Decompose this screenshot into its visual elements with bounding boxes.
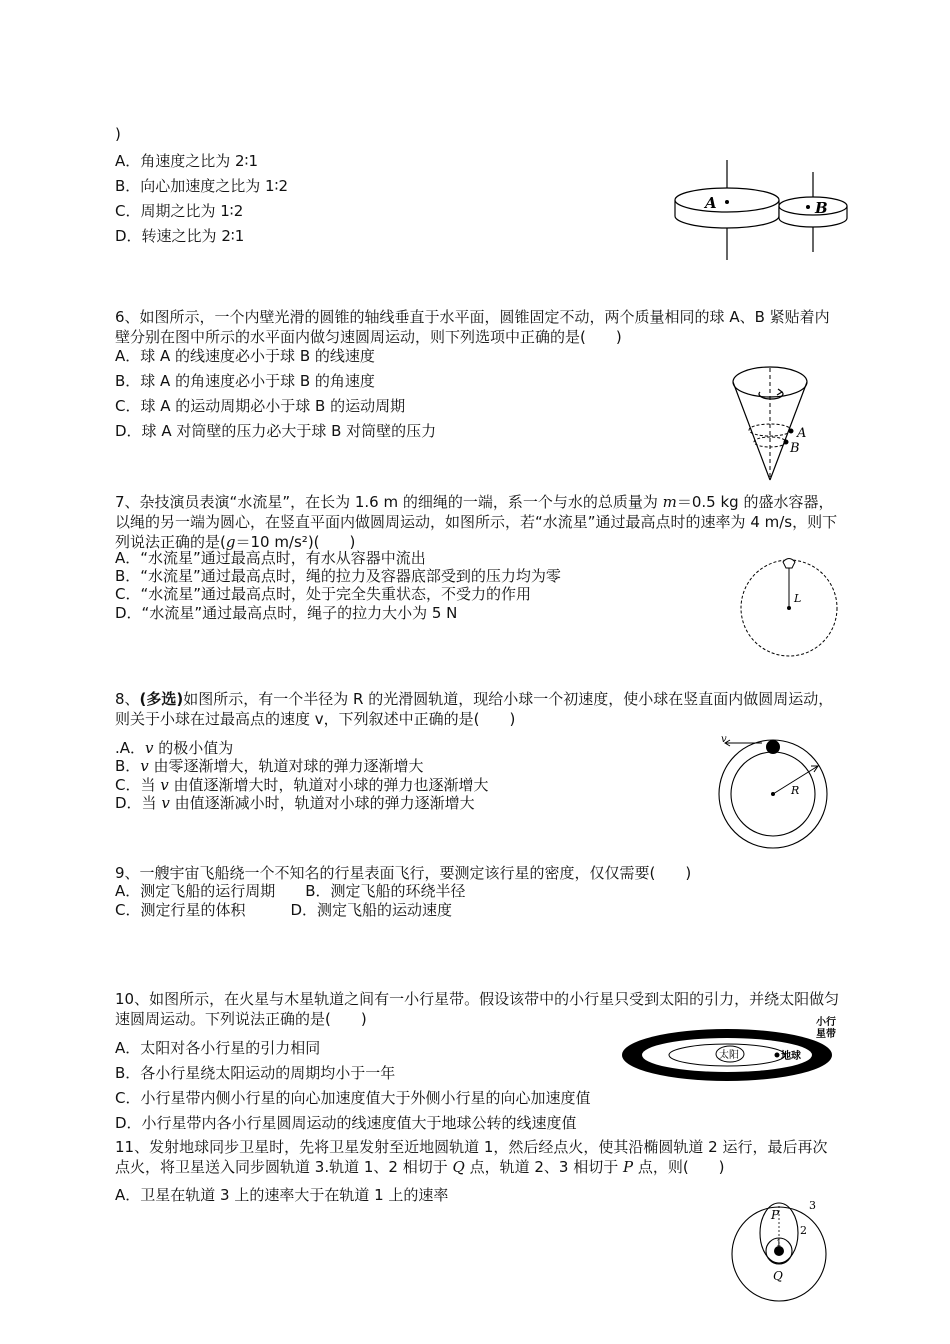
q10-option-c: C．小行星带内侧小行星的向心加速度值大于外侧小行星的向心加速度值 [115, 1089, 591, 1107]
fig-label-earth: 地球 [781, 1051, 801, 1062]
q9-options-row-2: C．测定行星的体积 D．测定飞船的运动速度 [115, 901, 453, 919]
fig-label-b: B [790, 441, 800, 456]
q6-option-c: C．球 A 的运动周期必小于球 B 的运动周期 [115, 397, 406, 415]
q7-option-d: D．“水流星”通过最高点时，绳子的拉力大小为 5 N [115, 604, 458, 622]
water-star-figure [737, 556, 841, 662]
q6-option-d: D．球 A 对筒壁的压力必大于球 B 对筒壁的压力 [115, 422, 437, 440]
q8-option-c: C．当 v 由值逐渐增大时，轨道对小球的弹力也逐渐增大 [115, 776, 489, 794]
q7-option-c: C．“水流星”通过最高点时，处于完全失重状态，不受力的作用 [115, 585, 532, 603]
q5-option-a: A．角速度之比为 2∶1 [115, 152, 259, 170]
gear-wheels-figure [672, 160, 850, 260]
q8-option-a: .A．v 的极小值为 [115, 739, 234, 757]
fig-label-sun: 太阳 [719, 1050, 739, 1061]
fig-label-p: P [771, 1208, 780, 1222]
q9-options-row-1: A．测定飞船的运行周期 B．测定飞船的环绕半径 [115, 882, 466, 900]
asteroid-belt-figure [620, 1013, 842, 1085]
q6-option-b: B．球 A 的角速度必小于球 B 的角速度 [115, 372, 375, 390]
q11-option-a: A．卫星在轨道 3 上的速率大于在轨道 1 上的速率 [115, 1186, 449, 1204]
q8-stem: 8、(多选)如图所示，有一个半径为 R 的光滑圆轨道，现给小球一个初速度，使小球在竖直面内做圆周运动，则关于小球在过最高点的速度 v，下列叙述中正确的是( ) [115, 690, 834, 728]
fig-label-belt-2: 星带 [816, 1029, 836, 1040]
fig-label-2: 2 [800, 1224, 807, 1237]
cone-figure [730, 362, 820, 484]
q11-stem: 11、发射地球同步卫星时，先将卫星发射至近地圆轨道 1，然后经点火，使其沿椭圆轨道 2 运行，最后再次点火，将卫星送入同步圆轨道 3.轨道 1、2 相切于 Q 点，轨道 2、3 相切于 P 点，则( ) [115, 1138, 828, 1176]
q5-option-b: B．向心加速度之比为 1∶2 [115, 177, 289, 195]
satellite-orbits-figure [725, 1196, 835, 1306]
q10-stem: 10、如图所示，在火星与木星轨道之间有一小行星带。假设该带中的小行星只受到太阳的引力，并绕太阳做匀速圆周运动。下列说法正确的是( ) [115, 990, 840, 1028]
q9-stem: 9、一艘宇宙飞船绕一个不知名的行星表面飞行，要测定该行星的密度，仅仅需要( ) [115, 864, 692, 882]
fig-label-v: v [721, 734, 727, 745]
circular-track-figure [716, 734, 836, 850]
fig-label-3: 3 [809, 1199, 816, 1212]
fig-label-belt-1: 小行 [816, 1017, 836, 1028]
fig-label-l: L [794, 592, 802, 605]
q5-option-c: C．周期之比为 1∶2 [115, 202, 244, 220]
q10-option-b: B．各小行星绕太阳运动的周期均小于一年 [115, 1064, 396, 1082]
fig-label-r: R [791, 784, 800, 797]
q7-option-b: B．“水流星”通过最高点时，绳的拉力及容器底部受到的压力均为零 [115, 567, 561, 585]
fig-label-b: B [815, 199, 828, 217]
q10-option-d: D．小行星带内各小行星圆周运动的线速度值大于地球公转的线速度值 [115, 1114, 577, 1132]
q8-option-b: B．v 由零逐渐增大，轨道对球的弹力逐渐增大 [115, 757, 424, 775]
q7-stem: 7、杂技演员表演“水流星”，在长为 1.6 m 的细绳的一端，系一个与水的总质量为 m＝0.5 kg 的盛水容器，以绳的另一端为圆心，在竖直平面内做圆周运动，如图所示，若“水流星”通过最高点时的速率为 4 m/s，则下列说法正确的是(g＝10 m/s²)( ) [115, 493, 838, 551]
fig-label-a: A [705, 194, 717, 212]
q5-tail: ) [115, 125, 121, 143]
fig-label-a: A [797, 426, 807, 441]
q6-stem: 6、如图所示，一个内壁光滑的圆锥的轴线垂直于水平面，圆锥固定不动，两个质量相同的球 A、B 紧贴着内壁分别在图中所示的水平面内做匀速圆周运动，则下列选项中正确的是( ) [115, 308, 830, 346]
q5-option-d: D．转速之比为 2∶1 [115, 227, 245, 245]
q6-option-a: A．球 A 的线速度必小于球 B 的线速度 [115, 347, 375, 365]
q8-option-d: D．当 v 由值逐渐减小时，轨道对小球的弹力逐渐增大 [115, 794, 475, 812]
q10-option-a: A．太阳对各小行星的引力相同 [115, 1039, 321, 1057]
q7-option-a: A．“水流星”通过最高点时，有水从容器中流出 [115, 549, 426, 567]
fig-label-1: 1 [776, 1239, 782, 1249]
fig-label-q: Q [773, 1269, 783, 1283]
